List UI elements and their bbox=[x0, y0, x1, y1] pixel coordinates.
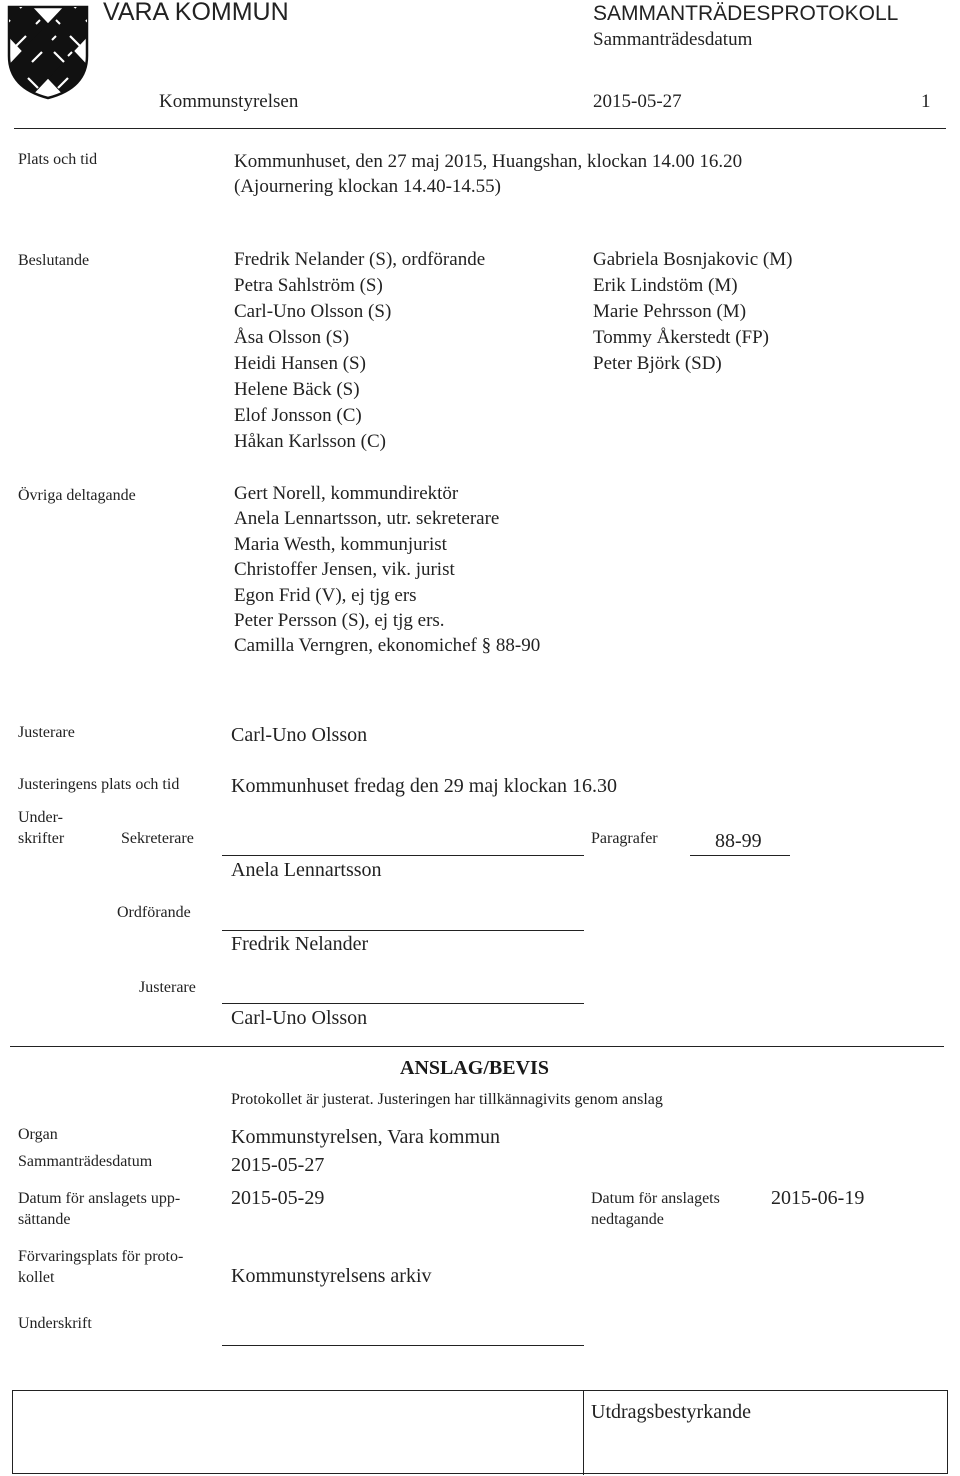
removed-date-label-line2: nedtagande bbox=[591, 1211, 664, 1228]
participant: Peter Persson (S), ej tjg ers. bbox=[234, 610, 445, 632]
signature-adjuster-name: Carl-Uno Olsson bbox=[231, 1007, 368, 1029]
storage-label-line1: Förvaringsplats för proto- bbox=[18, 1248, 184, 1265]
deciding-member: Fredrik Nelander (S), ordförande bbox=[234, 249, 486, 270]
secretary-label: Sekreterare bbox=[121, 830, 194, 847]
document-type: SAMMANTRÄDESPROTOKOLL bbox=[593, 2, 899, 25]
deciding-member: Gabriela Bosnjakovic (M) bbox=[593, 249, 793, 270]
paragraphs-value: 88-99 bbox=[715, 830, 762, 852]
place-time-label: Plats och tid bbox=[18, 151, 98, 168]
deciding-member: Elof Jonsson (C) bbox=[234, 405, 362, 426]
participant: Gert Norell, kommundirektör bbox=[234, 483, 459, 504]
removed-date-label-line1: Datum för anslagets bbox=[591, 1190, 720, 1207]
others-list bbox=[234, 481, 540, 659]
adjuster-label: Justerare bbox=[18, 724, 75, 741]
signatures-label-line1: Under- bbox=[18, 809, 63, 826]
notice-meeting-date-label: Sammanträdesdatum bbox=[18, 1153, 153, 1170]
deciding-label: Beslutande bbox=[18, 252, 90, 269]
deciding-member: Åsa Olsson (S) bbox=[234, 327, 350, 348]
signatures-label-line2: skrifter bbox=[18, 830, 65, 847]
posted-date-value: 2015-05-29 bbox=[231, 1187, 325, 1209]
participant: Camilla Verngren, ekonomichef § 88-90 bbox=[234, 635, 541, 657]
header-divider bbox=[14, 128, 946, 129]
storage-value: Kommunstyrelsens arkiv bbox=[231, 1265, 432, 1287]
posted-date-label-line1: Datum för anslagets upp- bbox=[18, 1190, 181, 1207]
participant: Christoffer Jensen, vik. jurist bbox=[234, 559, 455, 581]
notice-meeting-date-value: 2015-05-27 bbox=[231, 1154, 325, 1176]
certification-divider bbox=[583, 1391, 584, 1475]
posted-date-label-line2: sättande bbox=[18, 1211, 71, 1228]
notice-signature-label: Underskrift bbox=[18, 1315, 92, 1332]
secretary-name: Anela Lennartsson bbox=[231, 859, 382, 881]
shield-icon bbox=[6, 4, 90, 100]
adjuster-signature-line bbox=[222, 1003, 584, 1004]
deciding-column-1 bbox=[234, 247, 485, 455]
deciding-member: Heidi Hansen (S) bbox=[234, 353, 366, 374]
deciding-member: Carl-Uno Olsson (S) bbox=[234, 301, 392, 322]
page-number: 1 bbox=[921, 91, 931, 112]
coat-of-arms-logo bbox=[6, 4, 90, 100]
chair-name: Fredrik Nelander bbox=[231, 933, 369, 955]
deciding-member: Peter Björk (SD) bbox=[593, 353, 722, 374]
organ-label: Organ bbox=[18, 1126, 58, 1143]
deciding-member: Erik Lindstöm (M) bbox=[593, 275, 738, 296]
adjuster-name: Carl-Uno Olsson bbox=[231, 724, 368, 746]
place-time-line2: (Ajournering klockan 14.40-14.55) bbox=[234, 176, 501, 197]
deciding-member: Helene Bäck (S) bbox=[234, 379, 360, 400]
deciding-member: Marie Pehrsson (M) bbox=[593, 301, 747, 322]
meeting-date-label: Sammanträdesdatum bbox=[593, 29, 753, 50]
participant: Maria Westh, kommunjurist bbox=[234, 533, 447, 555]
notice-title: ANSLAG/BEVIS bbox=[400, 1057, 549, 1079]
certification-label: Utdragsbestyrkande bbox=[591, 1401, 751, 1423]
adjust-place-value: Kommunhuset fredag den 29 maj klockan 16.30 bbox=[231, 775, 618, 797]
place-time-line1: Kommunhuset, den 27 maj 2015, Huangshan, klockan 14.00 16.20 bbox=[234, 151, 743, 172]
deciding-column-2 bbox=[593, 247, 792, 377]
header-date: 2015-05-27 bbox=[593, 91, 682, 112]
header-body: Kommunstyrelsen bbox=[159, 91, 299, 112]
storage-label-line2: kollet bbox=[18, 1269, 55, 1286]
paragraphs-line bbox=[690, 855, 790, 856]
deciding-member: Håkan Karlsson (C) bbox=[234, 431, 386, 452]
paragraphs-label: Paragrafer bbox=[591, 830, 658, 847]
certification-box bbox=[12, 1390, 948, 1474]
organ-value: Kommunstyrelsen, Vara kommun bbox=[231, 1126, 501, 1148]
removed-date-value: 2015-06-19 bbox=[771, 1187, 865, 1209]
others-label: Övriga deltagande bbox=[18, 487, 136, 504]
participant: Anela Lennartsson, utr. sekreterare bbox=[234, 508, 500, 530]
notice-statement: Protokollet är justerat. Justeringen har tillkännagivits genom anslag bbox=[231, 1091, 663, 1108]
signature-adjuster-label: Justerare bbox=[139, 979, 196, 996]
participant: Egon Frid (V), ej tjg ers bbox=[234, 584, 417, 606]
notice-divider bbox=[10, 1046, 944, 1047]
deciding-member: Tommy Åkerstedt (FP) bbox=[593, 327, 769, 348]
municipality-name: VARA KOMMUN bbox=[103, 0, 289, 26]
notice-signature-line bbox=[222, 1345, 584, 1346]
chair-label: Ordförande bbox=[117, 904, 191, 921]
adjust-place-label: Justeringens plats och tid bbox=[18, 776, 180, 793]
secretary-signature-line bbox=[222, 855, 584, 856]
deciding-member: Petra Sahlström (S) bbox=[234, 275, 383, 296]
